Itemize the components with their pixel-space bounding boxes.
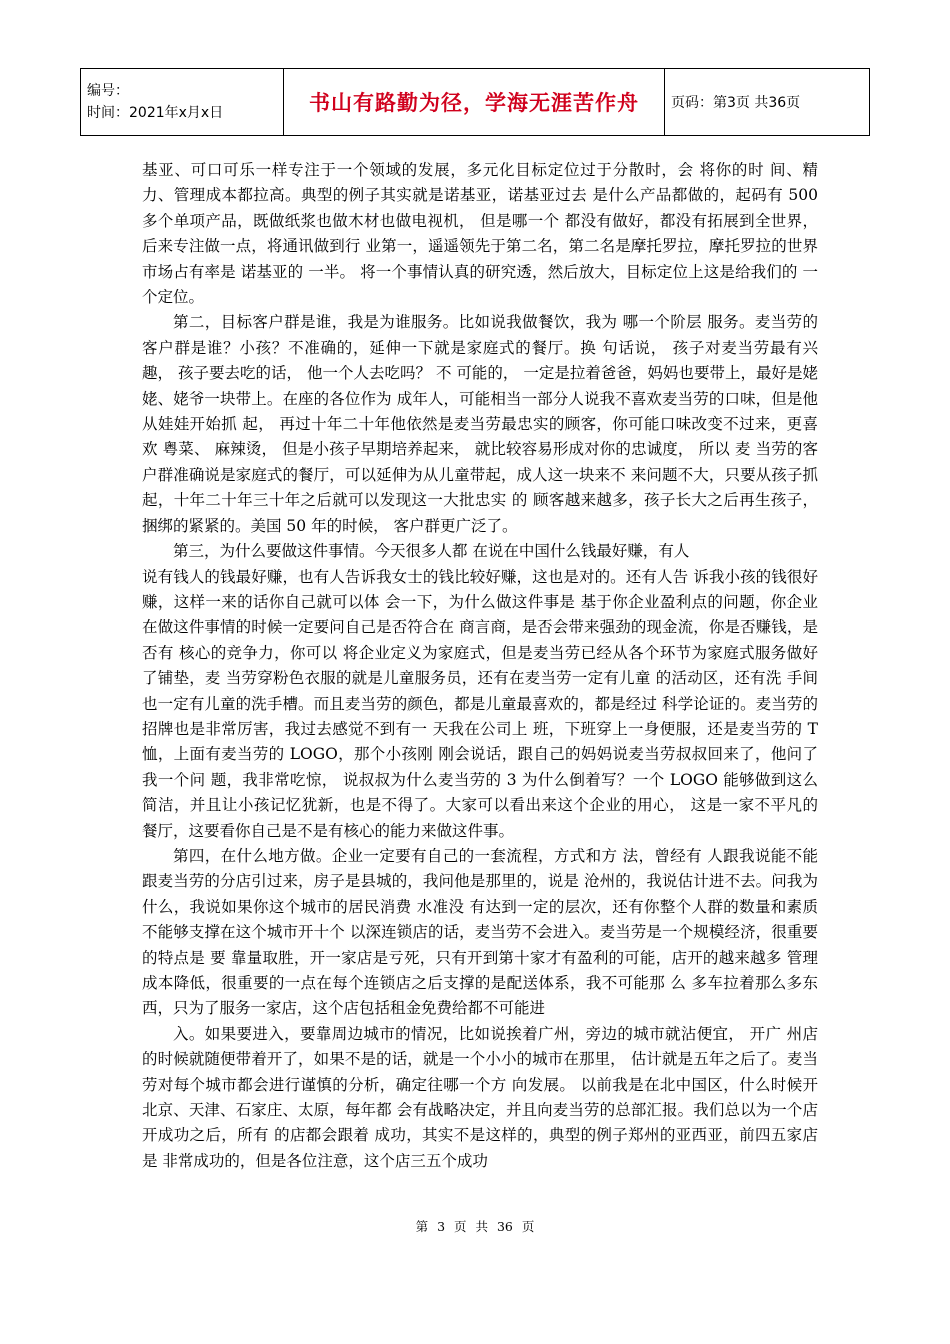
paragraph: 入。如果要进入，要靠周边城市的情况，比如说挨着广州，旁边的城市就沾便宜， 开广 州店的时候就随便带着开了，如果不是的话，就是一个小小的城市在那里， 估计就是五年之后了。麦当劳对每个城市都会进行谨慎的分析，确定往哪一个方 向发展。 以前我是在北中国区，什么时候开北京、天津、石家庄、太原，每年都 会有战略决定，并且向麦当劳的总部汇报。我们总以为一个店开成功之后，所有 的店都会跟着 成功，其实不是这样的，典型的例子郑州的亚西亚，前四五家店是 非常成功的，但是各位注意，这个店三五个成功 bbox=[142, 1024, 818, 1170]
paragraph: 第四，在什么地方做。企业一定要有自己的一套流程，方式和方 法，曾经有 人跟我说能不能跟麦当劳的分店引过来，房子是县城的，我问他是那里的，说是 沧州的，我说估计进不去。问我为什么，我说如果你这个城市的居民消费 水准没 有达到一定的层次，还有你整个人群的数量和素质不能够支撑在这个城市开十个 以深连锁店的话，麦当劳不会进入。麦当劳是一个规模经济，很重要的特点是 要 靠量取胜，开一家店是亏死，只有开到第十家才有盈利的可能，店开的越来越多 管理成本降低，很重要的一点在每个连锁店之后支撑的是配送体系，我不可能那 么 多车拉着那么多东西，只为了服务一家店，这个店包括租金免费给都不可能进 bbox=[142, 846, 818, 1018]
paragraph: 说有钱人的钱最好赚，也有人告诉我女士的钱比较好赚，这也是对的。还有人告 诉我小孩的钱很好赚，这样一来的话你自己就可以体 会一下，为什么做这件事是 基于你企业盈利点的问题，你企业在做这件事情的时候一定要问自己是否符合在 商言商，是否会带来强劲的现金流，你是否赚钱，是否有 核心的竞争力，你可以 将企业定义为家庭式，但是麦当劳已经从各个环节为家庭式服务做好了铺垫，麦 当劳穿粉色衣服的就是儿童服务员，还有在麦当劳一定有儿童 的活动区，还有洗 手间也一定有儿童的洗手槽。而且麦当劳的颜色，都是儿童最喜欢的，都是经过 科学论证的。麦当劳的招牌也是非常厉害，我过去感觉不到有一 天我在公司上 班，下班穿上一身便服，还是麦当劳的 T 恤，上面有麦当劳的 LOGO，那个小孩刚 刚会说话，跟自己的妈妈说麦当劳叔叔回来了，他问了我一个问 题，我非常吃惊， 说叔叔为什么麦当劳的 3 为什么倒着写？一个 LOGO 能够做到这么简洁，并且让小孩记忆犹新，也是不得了。大家可以看出来这个企业的用心， 这是一家不平凡的 餐厅，这要看你自己是不是有核心的能力来做这件事。 bbox=[142, 567, 818, 840]
paragraph: 第三，为什么要做这件事情。今天很多人都 在说在中国什么钱最好赚，有人 bbox=[173, 542, 690, 561]
page-footer: 第 3 页 共 36 页 bbox=[415, 1219, 535, 1234]
document-body bbox=[142, 158, 818, 1174]
paragraph: 第二，目标客户群是谁，我是为谁服务。比如说我做餐饮，我为 哪一个阶层 服务。麦当劳的客户群是谁？小孩？不准确的，延伸一下就是家庭式的餐厅。换 句话说， 孩子对麦当劳最有兴趣， 孩子要去吃的话， 他一个人去吃吗？ 不 可能的， 一定是拉着爸爸，妈妈也要带上，最好是姥姥、姥爷一块带上。在座的各位作为 成年人，可能相当一部分人说我不喜欢麦当劳的口味，但是他从娃娃开始抓 起， 再过十年二十年他依然是麦当劳最忠实的顾客，你可能口味改变不过来，更喜欢 粤菜、 麻辣烫， 但是小孩子早期培养起来， 就比较容易形成对你的忠诚度， 所以 麦 当劳的客户群准确说是家庭式的餐厅，可以延伸为从儿童带起，成人这一块来不 来问题不大，只要从孩子抓起，十年二十年三十年之后就可以发现这一大批忠实 的 顾客越来越多，孩子长大之后再生孩子，捆绑的紧紧的。美国 50 年的时候， 客户群更广泛了。 bbox=[142, 313, 818, 535]
header-motto: 书山有路勤为径，学海无涯苦作舟 bbox=[284, 69, 665, 136]
date-label: 时间：2021年x月x日 bbox=[87, 105, 224, 121]
header-page-info: 页码：第3页 共36页 bbox=[665, 69, 870, 136]
page-header bbox=[80, 68, 870, 136]
paragraph: 基亚、可口可乐一样专注于一个领域的发展，多元化目标定位过于分散时，会 将你的时 间、精力、管理成本都拉高。典型的例子其实就是诺基亚，诺基亚过去 是什么产品都做的，起码有 500 多个单项产品，既做纸浆也做木材也做电视机， 但是哪一个 都没有做好，都没有拓展到全世界，后来专注做一点，将通讯做到行 业第一，遥遥领先于第二名，第二名是摩托罗拉，摩托罗拉的世界市场占有率是 诺基亚的 一半。 将一个事情认真的研究透，然后放大，目标定位上这是给我们的 一个定位。 bbox=[142, 161, 818, 307]
header-meta-cell bbox=[81, 69, 284, 136]
doc-number-label: 编号： bbox=[87, 83, 129, 99]
